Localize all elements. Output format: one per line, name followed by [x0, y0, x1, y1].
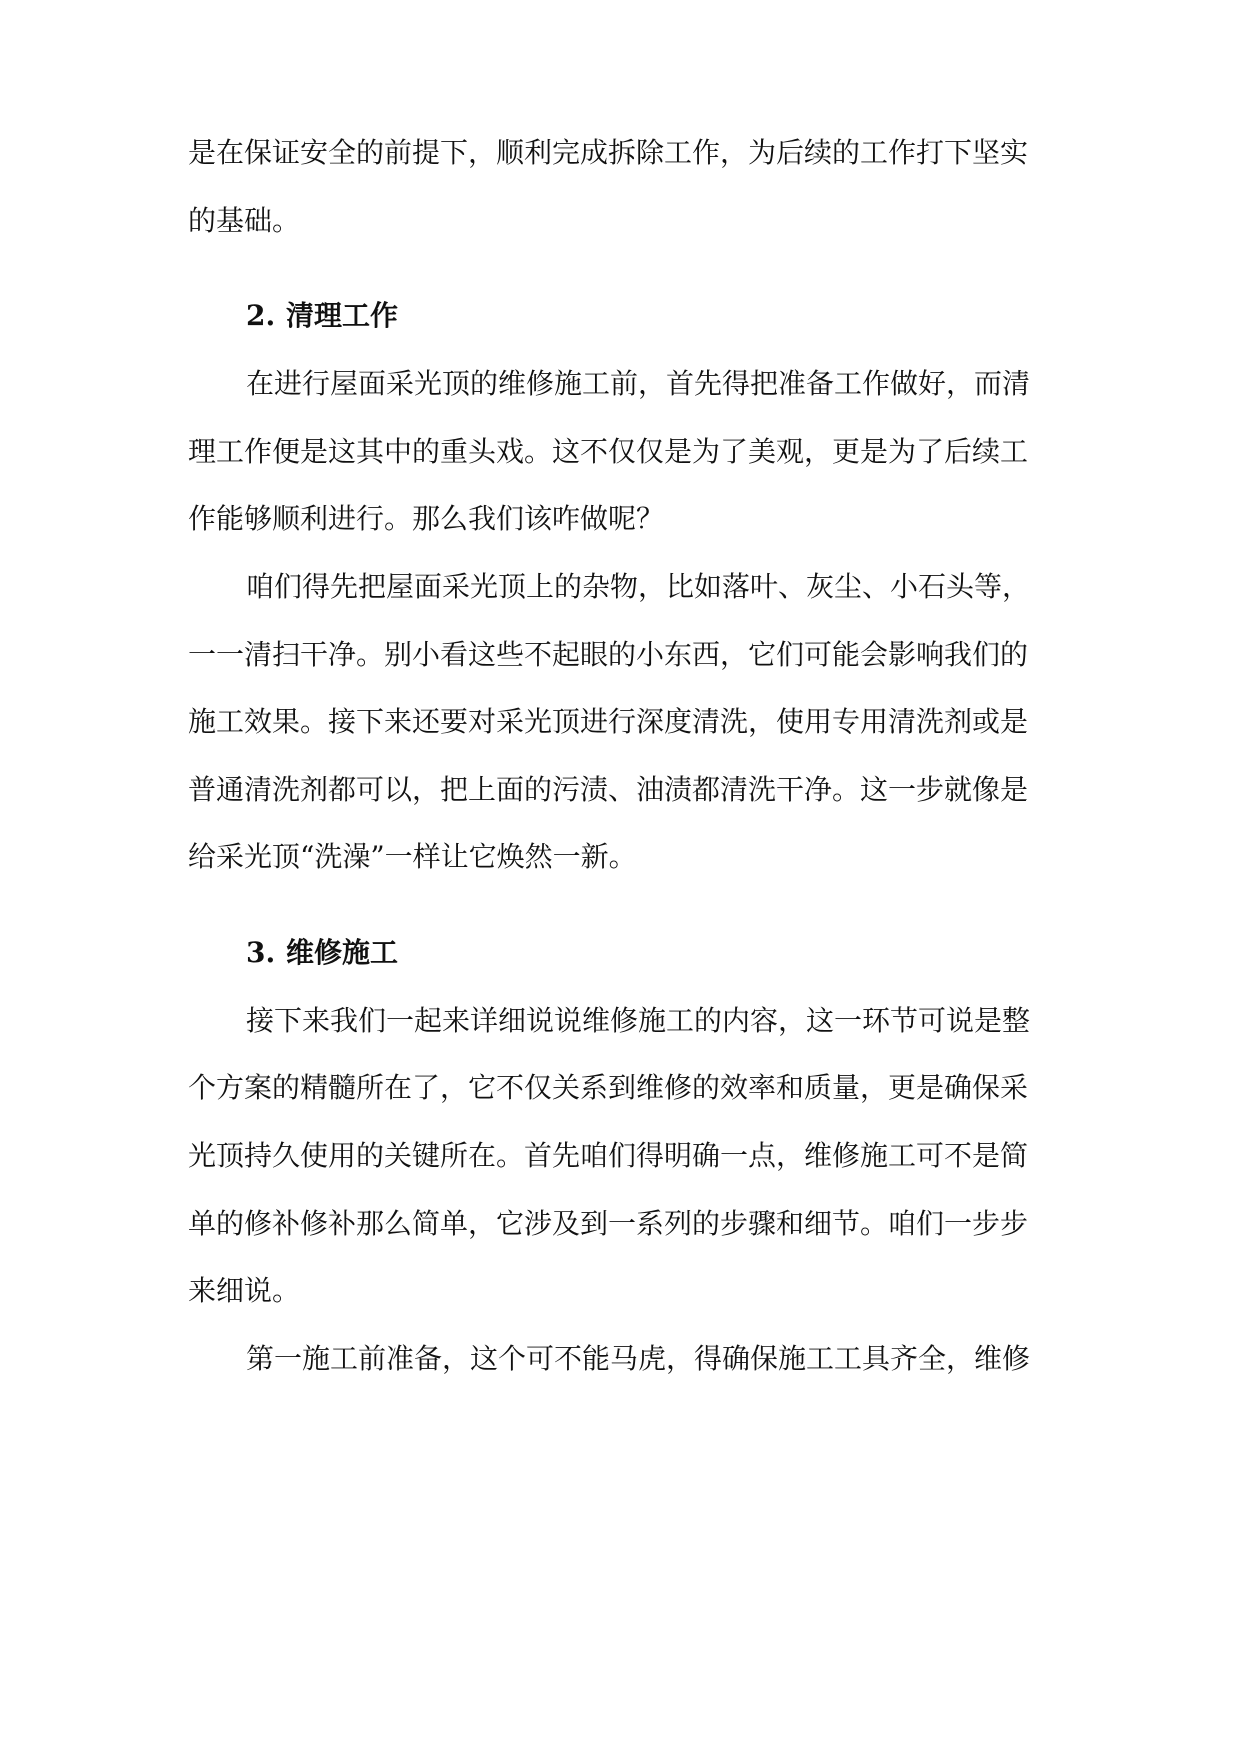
section-title: 维修施工 — [286, 936, 399, 969]
paragraph-line: 单的修补修补那么简单，它涉及到一系列的步骤和细节。咱们一步步 — [188, 1207, 1029, 1240]
paragraph-line: 接下来我们一起来详细说说维修施工的内容，这一环节可说是整 — [246, 1004, 1031, 1037]
paragraph-line: 的基础。 — [188, 204, 301, 237]
paragraph-line: 个方案的精髓所在了，它不仅关系到维修的效率和质量，更是确保采 — [188, 1071, 1029, 1104]
paragraph-line: 施工效果。接下来还要对采光顶进行深度清洗，使用专用清洗剂或是 — [188, 705, 1029, 738]
paragraph-line: 一一清扫干净。别小看这些不起眼的小东西，它们可能会影响我们的 — [188, 638, 1029, 671]
paragraph-line: 咱们得先把屋面采光顶上的杂物，比如落叶、灰尘、小石头等， — [246, 570, 1031, 603]
paragraph-line: 光顶持久使用的关键所在。首先咱们得明确一点，维修施工可不是简 — [188, 1139, 1029, 1172]
paragraph-line: 第一施工前准备，这个可不能马虎，得确保施工工具齐全，维修 — [246, 1342, 1031, 1375]
paragraph-line: 普通清洗剂都可以，把上面的污渍、油渍都清洗干净。这一步就像是 — [188, 773, 1029, 806]
section-title: 清理工作 — [286, 299, 399, 332]
section-heading — [246, 294, 1058, 338]
section-number: 2. — [246, 299, 276, 332]
paragraph-line: 给采光顶“洗澡”一样让它焕然一新。 — [188, 840, 637, 873]
paragraph-line: 在进行屋面采光顶的维修施工前，首先得把准备工作做好，而清 — [246, 367, 1031, 400]
paragraph-line: 理工作便是这其中的重头戏。这不仅仅是为了美观，更是为了后续工 — [188, 435, 1029, 468]
section-heading — [246, 931, 1058, 975]
paragraph-line: 来细说。 — [188, 1274, 301, 1307]
section-number: 3. — [246, 936, 276, 969]
paragraph-line: 作能够顺利进行。那么我们该咋做呢？ — [188, 502, 665, 535]
paragraph-line: 是在保证安全的前提下，顺利完成拆除工作，为后续的工作打下坚实 — [188, 136, 1029, 169]
